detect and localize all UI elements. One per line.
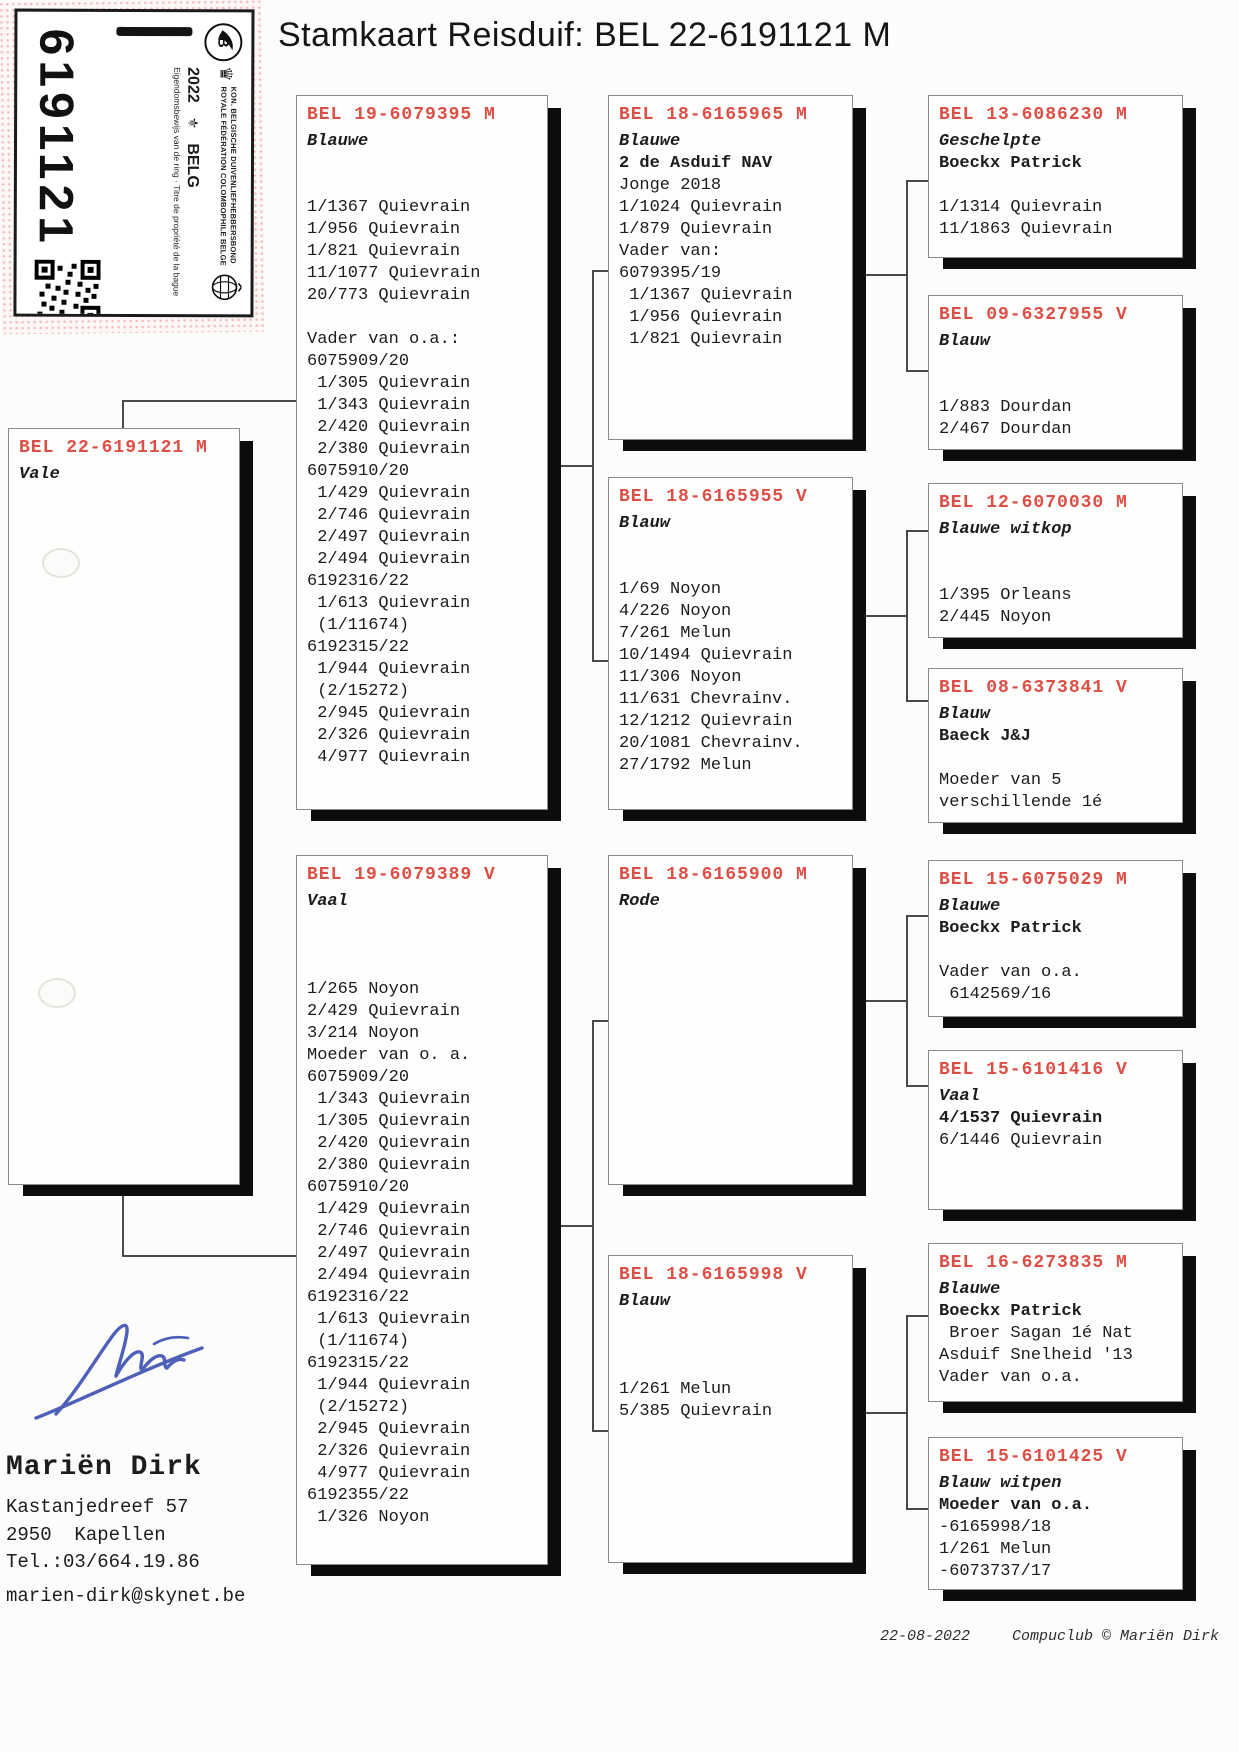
software-credit: Compuclub © Mariën Dirk	[1012, 1628, 1220, 1645]
pedigree-line: Blauwe	[619, 132, 681, 151]
pedigree-line: (1/11674)	[307, 616, 410, 635]
pedigree-line: 20/773 Quievrain	[307, 286, 471, 305]
pedigree-line: 6142569/16	[939, 985, 1052, 1004]
pedigree-box-pgf	[608, 95, 853, 440]
pedigree-box-g5	[928, 860, 1183, 1017]
pedigree-line: 1/944 Quievrain	[307, 1376, 471, 1395]
pedigree-line: 2 de Asduif NAV	[619, 154, 773, 173]
ring-number: BEL 12-6070030 M	[939, 493, 1128, 513]
pedigree-lines	[929, 896, 1182, 1006]
pedigree-line: 12/1212 Quievrain	[619, 712, 793, 731]
pedigree-line: 20/1081 Chevrainv.	[619, 734, 803, 753]
ring-number: BEL 15-6075029 M	[939, 870, 1128, 890]
pedigree-lines	[609, 131, 852, 351]
pedigree-line: Blauw	[939, 332, 991, 351]
pedigree-line	[307, 935, 537, 957]
pedigree-line: Blauwe	[939, 1280, 1001, 1299]
pedigree-line	[619, 557, 842, 579]
pedigree-line: (1/11674)	[307, 1332, 410, 1351]
pedigree-line: Vaal	[307, 892, 348, 911]
pedigree-line: 1/343 Quievrain	[307, 1090, 471, 1109]
pedigree-line	[307, 307, 537, 329]
pedigree-line: 2/497 Quievrain	[307, 528, 471, 547]
pedigree-lines	[9, 464, 239, 486]
federation-name-nl: KON. BELGISCHE DUIVENLIEFHEBBERSBOND	[228, 86, 239, 264]
pedigree-box-pgm	[608, 477, 853, 810]
pedigree-line: (2/15272)	[307, 1398, 410, 1417]
pedigree-line: 3/214 Noyon	[307, 1024, 420, 1043]
ring-card	[13, 9, 254, 318]
pedigree-line: 4/977 Quievrain	[307, 1464, 471, 1483]
pedigree-line: 5/385 Quievrain	[619, 1402, 773, 1421]
pedigree-line: Boeckx Patrick	[939, 1302, 1082, 1321]
pedigree-lines	[929, 1473, 1182, 1583]
pedigree-box-g8	[928, 1437, 1183, 1590]
pedigree-line: 1/1024 Quievrain	[619, 198, 783, 217]
ring-country: BELG	[183, 143, 202, 188]
pedigree-line: 2/380 Quievrain	[307, 440, 471, 459]
pedigree-line: 6192316/22	[307, 1288, 410, 1307]
pedigree-box-mother	[296, 855, 548, 1565]
pedigree-line: 1/305 Quievrain	[307, 374, 471, 393]
owner-phone: Tel.:03/664.19.86	[6, 1551, 200, 1573]
globe-emblem-icon	[204, 271, 241, 303]
pedigree-line: 4/1537 Quievrain	[939, 1109, 1103, 1128]
pedigree-line: -6165998/18	[939, 1518, 1052, 1537]
ring-ownership-sticker	[0, 0, 265, 334]
pedigree-line: 1/821 Quievrain	[619, 330, 783, 349]
pedigree-line: 1/956 Quievrain	[619, 308, 783, 327]
pedigree-line: 4/226 Noyon	[619, 602, 732, 621]
pedigree-line: 2/945 Quievrain	[307, 704, 471, 723]
pedigree-box-g4	[928, 668, 1183, 823]
ownership-caption: Eigendomsbewijs van de ring · Titre de propriété de la bague	[171, 67, 183, 297]
pedigree-line: 2/445 Noyon	[939, 608, 1052, 627]
pedigree-line: verschillende 1é	[939, 793, 1103, 812]
pedigree-line: 6192315/22	[307, 638, 410, 657]
pedigree-line: 2/420 Quievrain	[307, 418, 471, 437]
pedigree-lines	[929, 519, 1182, 629]
pedigree-line: Moeder van o. a.	[307, 1046, 471, 1065]
owner-name: Mariën Dirk	[6, 1452, 202, 1483]
pedigree-line	[619, 1335, 842, 1357]
ring-number: BEL 22-6191121 M	[19, 438, 208, 458]
pedigree-line: 1/883 Dourdan	[939, 398, 1072, 417]
pedigree-line: 1/613 Quievrain	[307, 1310, 471, 1329]
pedigree-line: Vader van:	[619, 242, 722, 261]
federation-logo-icon: B	[204, 23, 242, 61]
pedigree-line: Baeck J&J	[939, 727, 1031, 746]
pedigree-line: Blauwe	[939, 897, 1001, 916]
pedigree-line: 2/420 Quievrain	[307, 1134, 471, 1153]
pedigree-box-g7	[928, 1243, 1183, 1402]
pedigree-line: 6/1446 Quievrain	[939, 1131, 1103, 1150]
pedigree-line: 4/977 Quievrain	[307, 748, 471, 767]
pedigree-line: 1/429 Quievrain	[307, 1200, 471, 1219]
pedigree-line: Blauw	[619, 1292, 671, 1311]
pedigree-line: 1/305 Quievrain	[307, 1112, 471, 1131]
pedigree-line: Vader van o.a.	[939, 963, 1082, 982]
pedigree-line: 1/944 Quievrain	[307, 660, 471, 679]
pedigree-line: 1/395 Orleans	[939, 586, 1072, 605]
owner-city: 2950 Kapellen	[6, 1524, 166, 1546]
pedigree-line: 2/326 Quievrain	[307, 1442, 471, 1461]
punch-hole	[42, 548, 80, 578]
pedigree-line: 27/1792 Melun	[619, 756, 752, 775]
pedigree-line: 2/429 Quievrain	[307, 1002, 461, 1021]
pedigree-line: Vale	[19, 465, 60, 484]
pedigree-box-mgm	[608, 1255, 853, 1563]
pedigree-line: 1/1367 Quievrain	[307, 198, 471, 217]
print-date: 22-08-2022	[880, 1628, 971, 1645]
ring-number: BEL 18-6165955 V	[619, 487, 808, 507]
pedigree-box-g1	[928, 95, 1183, 258]
pedigree-line: 1/1367 Quievrain	[619, 286, 793, 305]
pedigree-line: 2/746 Quievrain	[307, 506, 471, 525]
pedigree-line	[619, 535, 842, 557]
pedigree-line: 1/265 Noyon	[307, 980, 420, 999]
pedigree-line: 6075909/20	[307, 1068, 410, 1087]
pedigree-line: 1/69 Noyon	[619, 580, 722, 599]
pedigree-line	[939, 175, 1172, 197]
pedigree-line: Moeder van o.a.	[939, 1496, 1093, 1515]
pedigree-box-mgf	[608, 855, 853, 1185]
pedigree-lines	[929, 331, 1182, 441]
pedigree-lines	[929, 704, 1182, 814]
ring-number: BEL 15-6101425 V	[939, 1447, 1128, 1467]
pedigree-box-father	[296, 95, 548, 810]
pedigree-line: 2/746 Quievrain	[307, 1222, 471, 1241]
pedigree-line	[307, 175, 537, 197]
ring-year: 2022	[184, 67, 202, 103]
pedigree-line	[939, 563, 1172, 585]
pedigree-line: 1/429 Quievrain	[307, 484, 471, 503]
pedigree-lines	[609, 513, 852, 777]
pedigree-line	[939, 748, 1172, 770]
pedigree-line: Moeder van 5	[939, 771, 1062, 790]
ring-number: BEL 15-6101416 V	[939, 1060, 1128, 1080]
pedigree-line: 6192315/22	[307, 1354, 410, 1373]
page-title: Stamkaart Reisduif: BEL 22-6191121 M	[278, 16, 892, 54]
pedigree-box-subject	[8, 428, 240, 1185]
pedigree-line: 2/494 Quievrain	[307, 1266, 471, 1285]
ring-number-large: 6191121	[28, 28, 83, 249]
pedigree-box-g6	[928, 1050, 1183, 1210]
pedigree-line: 2/497 Quievrain	[307, 1244, 471, 1263]
pedigree-line: 11/1077 Quievrain	[307, 264, 481, 283]
pedigree-line	[307, 913, 537, 935]
pedigree-line	[939, 940, 1172, 962]
ring-number: BEL 13-6086230 M	[939, 105, 1128, 125]
pedigree-line: Blauw	[939, 705, 991, 724]
pedigree-line	[939, 353, 1172, 375]
ring-number: BEL 18-6165900 M	[619, 865, 808, 885]
pedigree-box-g2	[928, 295, 1183, 450]
pedigree-lines	[609, 891, 852, 913]
ring-number: BEL 16-6273835 M	[939, 1253, 1128, 1273]
pedigree-line: Jonge 2018	[619, 176, 722, 195]
pedigree-line: 1/343 Quievrain	[307, 396, 471, 415]
pedigree-box-g3	[928, 483, 1183, 638]
qr-code	[29, 260, 100, 318]
pedigree-line: 1/879 Quievrain	[619, 220, 773, 239]
pedigree-line: Vader van o.a.:	[307, 330, 461, 349]
pedigree-line: 6075910/20	[307, 462, 410, 481]
pedigree-line: 11/306 Noyon	[619, 668, 742, 687]
pedigree-lines	[929, 1086, 1182, 1152]
pedigree-line: Blauw witpen	[939, 1474, 1062, 1493]
pedigree-line: Asduif Snelheid '13	[939, 1346, 1133, 1365]
print-footer	[880, 1628, 1219, 1645]
pedigree-line	[307, 957, 537, 979]
signature	[30, 1318, 230, 1438]
pedigree-line: Blauw	[619, 514, 671, 533]
pedigree-line	[619, 1357, 842, 1379]
pedigree-lines	[929, 131, 1182, 241]
pedigree-line: 2/494 Quievrain	[307, 550, 471, 569]
punch-hole	[38, 978, 76, 1008]
pedigree-lines	[929, 1279, 1182, 1389]
pedigree-line: 6192355/22	[307, 1486, 410, 1505]
fleur-de-lis-icon: ⚜	[184, 116, 201, 130]
ring-number: BEL 19-6079395 M	[307, 105, 496, 125]
ring-number: BEL 18-6165965 M	[619, 105, 808, 125]
pedigree-line: 6192316/22	[307, 572, 410, 591]
pedigree-line	[619, 1313, 842, 1335]
pedigree-line: 1/956 Quievrain	[307, 220, 461, 239]
pedigree-line: (2/15272)	[307, 682, 410, 701]
pedigree-line: 1/613 Quievrain	[307, 594, 471, 613]
pedigree-line: 2/380 Quievrain	[307, 1156, 471, 1175]
pedigree-line: 10/1494 Quievrain	[619, 646, 793, 665]
pedigree-line: Vader van o.a.	[939, 1368, 1082, 1387]
pedigree-line: 6075909/20	[307, 352, 410, 371]
pedigree-line: 11/1863 Quievrain	[939, 220, 1113, 239]
pedigree-line: 1/326 Noyon	[307, 1508, 430, 1527]
pedigree-line: Geschelpte	[939, 132, 1042, 151]
pedigree-line: -6073737/17	[939, 1562, 1052, 1581]
pedigree-line: Blauwe	[307, 132, 369, 151]
pedigree-line: Boeckx Patrick	[939, 919, 1082, 938]
pedigree-line: 2/326 Quievrain	[307, 726, 471, 745]
pedigree-line: Rode	[619, 892, 660, 911]
pedigree-line: 6075910/20	[307, 1178, 410, 1197]
ring-number: BEL 09-6327955 V	[939, 305, 1128, 325]
pedigree-line: Broer Sagan 1é Nat	[939, 1324, 1133, 1343]
pedigree-line	[939, 541, 1172, 563]
owner-email: marien-dirk@skynet.be	[6, 1585, 246, 1607]
pedigree-line: 1/261 Melun	[619, 1380, 732, 1399]
pedigree-line: 1/261 Melun	[939, 1540, 1052, 1559]
ring-number: BEL 18-6165998 V	[619, 1265, 808, 1285]
crown-icon: ♛	[215, 66, 236, 82]
ring-number: BEL 08-6373841 V	[939, 678, 1128, 698]
pedigree-line: 7/261 Melun	[619, 624, 732, 643]
pedigree-line: Boeckx Patrick	[939, 154, 1082, 173]
pedigree-line: Vaal	[939, 1087, 980, 1106]
pedigree-line: 6079395/19	[619, 264, 722, 283]
pedigree-line: 2/467 Dourdan	[939, 420, 1072, 439]
ring-card-content	[19, 15, 248, 312]
federation-name-fr: ROYALE FÉDÉRATION COLOMBOPHILE BELGE	[218, 86, 229, 266]
pedigree-line	[307, 153, 537, 175]
pedigree-line: 1/1314 Quievrain	[939, 198, 1103, 217]
owner-street: Kastanjedreef 57	[6, 1496, 189, 1518]
ring-number: BEL 19-6079389 V	[307, 865, 496, 885]
pedigree-line: 2/945 Quievrain	[307, 1420, 471, 1439]
pedigree-lines	[609, 1291, 852, 1423]
pedigree-line: 11/631 Chevrainv.	[619, 690, 793, 709]
pedigree-lines	[297, 891, 547, 1529]
pedigree-line	[939, 375, 1172, 397]
pedigree-lines	[297, 131, 547, 769]
pedigree-line: 1/821 Quievrain	[307, 242, 461, 261]
pedigree-line: Blauwe witkop	[939, 520, 1072, 539]
